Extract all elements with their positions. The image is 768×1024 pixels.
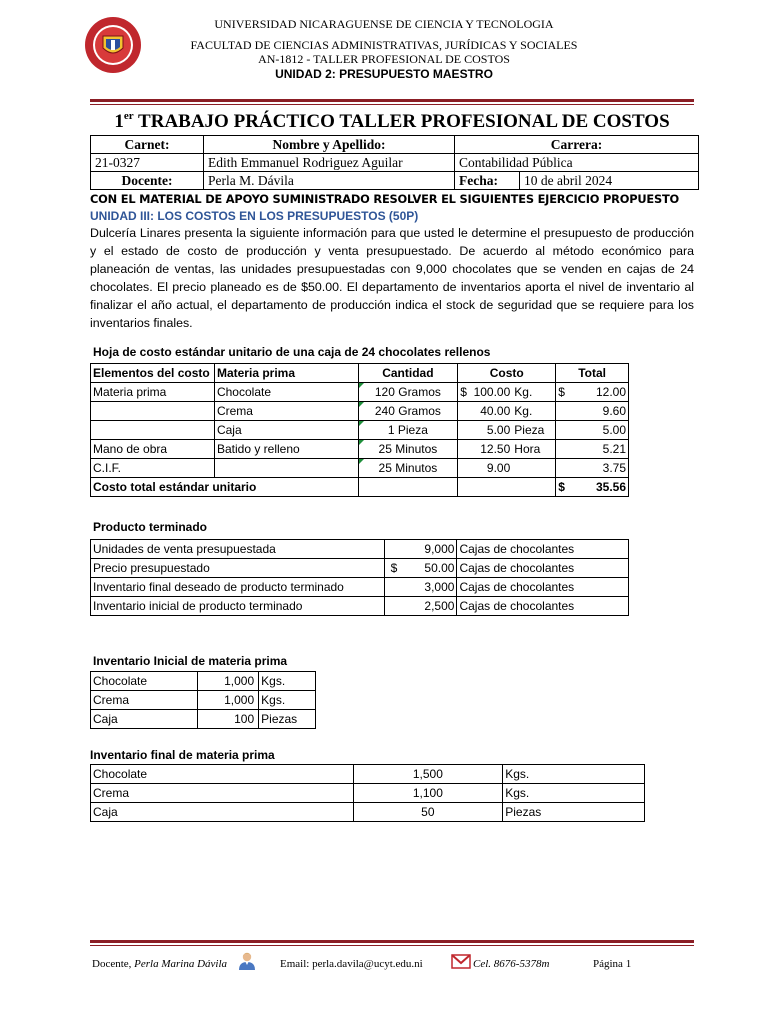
final-inv-caption: Inventario final de materia prima <box>90 748 275 762</box>
header-rule-thin <box>90 104 694 105</box>
inv-unit: Kgs. <box>259 691 316 710</box>
university-name: UNIVERSIDAD NICARAGUENSE DE CIENCIA Y TECNOLOGIA <box>214 17 554 31</box>
inv-qty: 1,000 <box>198 691 259 710</box>
inv-qty: 1,100 <box>353 784 503 803</box>
finished-label: Precio presupuestado <box>91 559 385 578</box>
inv-item: Crema <box>91 784 354 803</box>
empty-cell <box>458 478 556 497</box>
cost-sheet-table <box>90 363 629 497</box>
empty-cell <box>358 478 458 497</box>
teacher-avatar-icon <box>237 950 257 970</box>
table-row <box>91 765 645 784</box>
carnet-label: Carnet: <box>91 136 204 154</box>
table-row <box>91 440 629 459</box>
table-row <box>91 540 629 559</box>
inv-unit: Kgs. <box>503 765 645 784</box>
carrera-label: Carrera: <box>455 136 699 154</box>
docente-label: Docente: <box>91 172 204 190</box>
cost-total-label: Costo total estándar unitario <box>91 478 359 497</box>
carnet-value: 21-0327 <box>91 154 204 172</box>
nombre-label: Nombre y Apellido: <box>204 136 455 154</box>
cost-unit-price: $ 100.00 Kg. <box>458 383 556 402</box>
table-row <box>91 597 629 616</box>
table-row <box>91 478 629 497</box>
cost-item: Caja <box>214 421 358 440</box>
cost-qty: 240 Gramos <box>358 402 458 421</box>
table-row <box>91 803 645 822</box>
inv-item: Caja <box>91 710 198 729</box>
unidad-heading: UNIDAD III: LOS COSTOS EN LOS PRESUPUESTOS (50P) <box>90 209 419 223</box>
footer-email: Email: perla.davila@ucyt.edu.ni <box>280 958 423 970</box>
table-row <box>91 559 629 578</box>
footer-rule <box>90 940 694 943</box>
fecha-value: 10 de abril 2024 <box>520 172 699 190</box>
table-row <box>91 421 629 440</box>
final-inventory-table <box>90 764 645 822</box>
footer-rule-thin <box>90 945 694 946</box>
inv-item: Chocolate <box>91 672 198 691</box>
cost-qty: 25 Minutos <box>358 459 458 478</box>
instruction-text: CON EL MATERIAL DE APOYO SUMINISTRADO RESOLVER EL SIGUIENTES EJERCICIO PROPUESTO <box>90 192 680 206</box>
cost-element: C.I.F. <box>91 459 215 478</box>
inv-qty: 1,000 <box>198 672 259 691</box>
cost-unit-price: 9.00 <box>458 459 556 478</box>
table-row <box>91 402 629 421</box>
finished-label: Inventario final deseado de producto terminado <box>91 578 385 597</box>
cost-total: 5.21 <box>556 440 629 459</box>
initial-inventory-table <box>90 671 316 729</box>
table-row <box>91 672 316 691</box>
nombre-value: Edith Emmanuel Rodriguez Aguilar <box>204 154 455 172</box>
table-row <box>91 383 629 402</box>
inv-item: Caja <box>91 803 354 822</box>
cost-unit-price: 40.00 Kg. <box>458 402 556 421</box>
cost-item <box>214 459 358 478</box>
footer-phone: Cel. 8676-5378m <box>473 958 550 970</box>
cost-header-3: Costo <box>458 364 556 383</box>
cost-qty: 1 Pieza <box>358 421 458 440</box>
finished-value: 2,500 <box>384 597 457 616</box>
student-info-table <box>90 135 699 190</box>
initial-inv-caption: Inventario Inicial de materia prima <box>93 654 288 668</box>
cost-element <box>91 402 215 421</box>
table-row <box>91 459 629 478</box>
finished-product-table <box>90 539 629 616</box>
inv-qty: 1,500 <box>353 765 503 784</box>
header-rule <box>90 99 694 102</box>
table-row <box>91 578 629 597</box>
cost-total: 5.00 <box>556 421 629 440</box>
finished-value: 9,000 <box>384 540 457 559</box>
finished-value: $ 50.00 <box>384 559 457 578</box>
cost-qty: 25 Minutos <box>358 440 458 459</box>
inv-qty: 100 <box>198 710 259 729</box>
inv-item: Chocolate <box>91 765 354 784</box>
inv-item: Crema <box>91 691 198 710</box>
mail-icon <box>451 953 471 969</box>
cost-sheet-caption: Hoja de costo estándar unitario de una caja de 24 chocolates rellenos <box>93 345 491 359</box>
course-code: AN-1812 - TALLER PROFESIONAL DE COSTOS <box>258 52 510 66</box>
finished-unit: Cajas de chocolantes <box>457 578 629 597</box>
cost-element: Materia prima <box>91 383 215 402</box>
cost-total: 3.75 <box>556 459 629 478</box>
cost-total: 9.60 <box>556 402 629 421</box>
cost-element: Mano de obra <box>91 440 215 459</box>
cost-item: Chocolate <box>214 383 358 402</box>
cost-qty: 120 Gramos <box>358 383 458 402</box>
cost-item: Batido y relleno <box>214 440 358 459</box>
docente-value: Perla M. Dávila <box>204 172 455 190</box>
finished-unit: Cajas de chocolantes <box>457 559 629 578</box>
cost-total-value: $ 35.56 <box>556 478 629 497</box>
faculty-name: FACULTAD DE CIENCIAS ADMINISTRATIVAS, JURÍDICAS Y SOCIALES <box>190 38 578 52</box>
fecha-label: Fecha: <box>455 172 520 190</box>
footer-page-number: Página 1 <box>593 958 632 970</box>
cost-total: $ 12.00 <box>556 383 629 402</box>
cost-element <box>91 421 215 440</box>
unit-heading: UNIDAD 2: PRESUPUESTO MAESTRO <box>275 67 493 81</box>
cost-header-1: Materia prima <box>214 364 358 383</box>
carrera-value: Contabilidad Pública <box>455 154 699 172</box>
inv-qty: 50 <box>353 803 503 822</box>
table-row <box>91 691 316 710</box>
finished-value: 3,000 <box>384 578 457 597</box>
cost-header-2: Cantidad <box>358 364 458 383</box>
inv-unit: Piezas <box>503 803 645 822</box>
finished-caption: Producto terminado <box>93 520 208 534</box>
inv-unit: Piezas <box>259 710 316 729</box>
cost-item: Crema <box>214 402 358 421</box>
problem-paragraph: Dulcería Linares presenta la siguiente información para que usted le determine el presupuesto de producción y el estado de costo de producción y venta presupuestado. De acuerdo al método económico para planeación de ventas, las unidades presupuestadas con 9,000 chocolates que se venden en cajas de 24 chocolates. El precio planeado es de $50.00. El departamento de inventarios aporta el nivel de inventario al finalizar el año actual, el departamento de producción indica el stock de seguridad que se requiere para los inventarios finales. <box>90 226 694 330</box>
cost-header-4: Total <box>556 364 629 383</box>
inv-unit: Kgs. <box>259 672 316 691</box>
cost-header-0: Elementos del costo <box>91 364 215 383</box>
finished-label: Inventario inicial de producto terminado <box>91 597 385 616</box>
finished-unit: Cajas de chocolantes <box>457 597 629 616</box>
table-row <box>91 710 316 729</box>
cost-unit-price: 5.00 Pieza <box>458 421 556 440</box>
finished-label: Unidades de venta presupuestada <box>91 540 385 559</box>
inv-unit: Kgs. <box>503 784 645 803</box>
footer-docente: Docente, Perla Marina Dávila <box>92 958 228 970</box>
cost-unit-price: 12.50 Hora <box>458 440 556 459</box>
page-title: 1er TRABAJO PRÁCTICO TALLER PROFESIONAL DE COSTOS <box>114 110 670 132</box>
finished-unit: Cajas de chocolantes <box>457 540 629 559</box>
table-row <box>91 784 645 803</box>
